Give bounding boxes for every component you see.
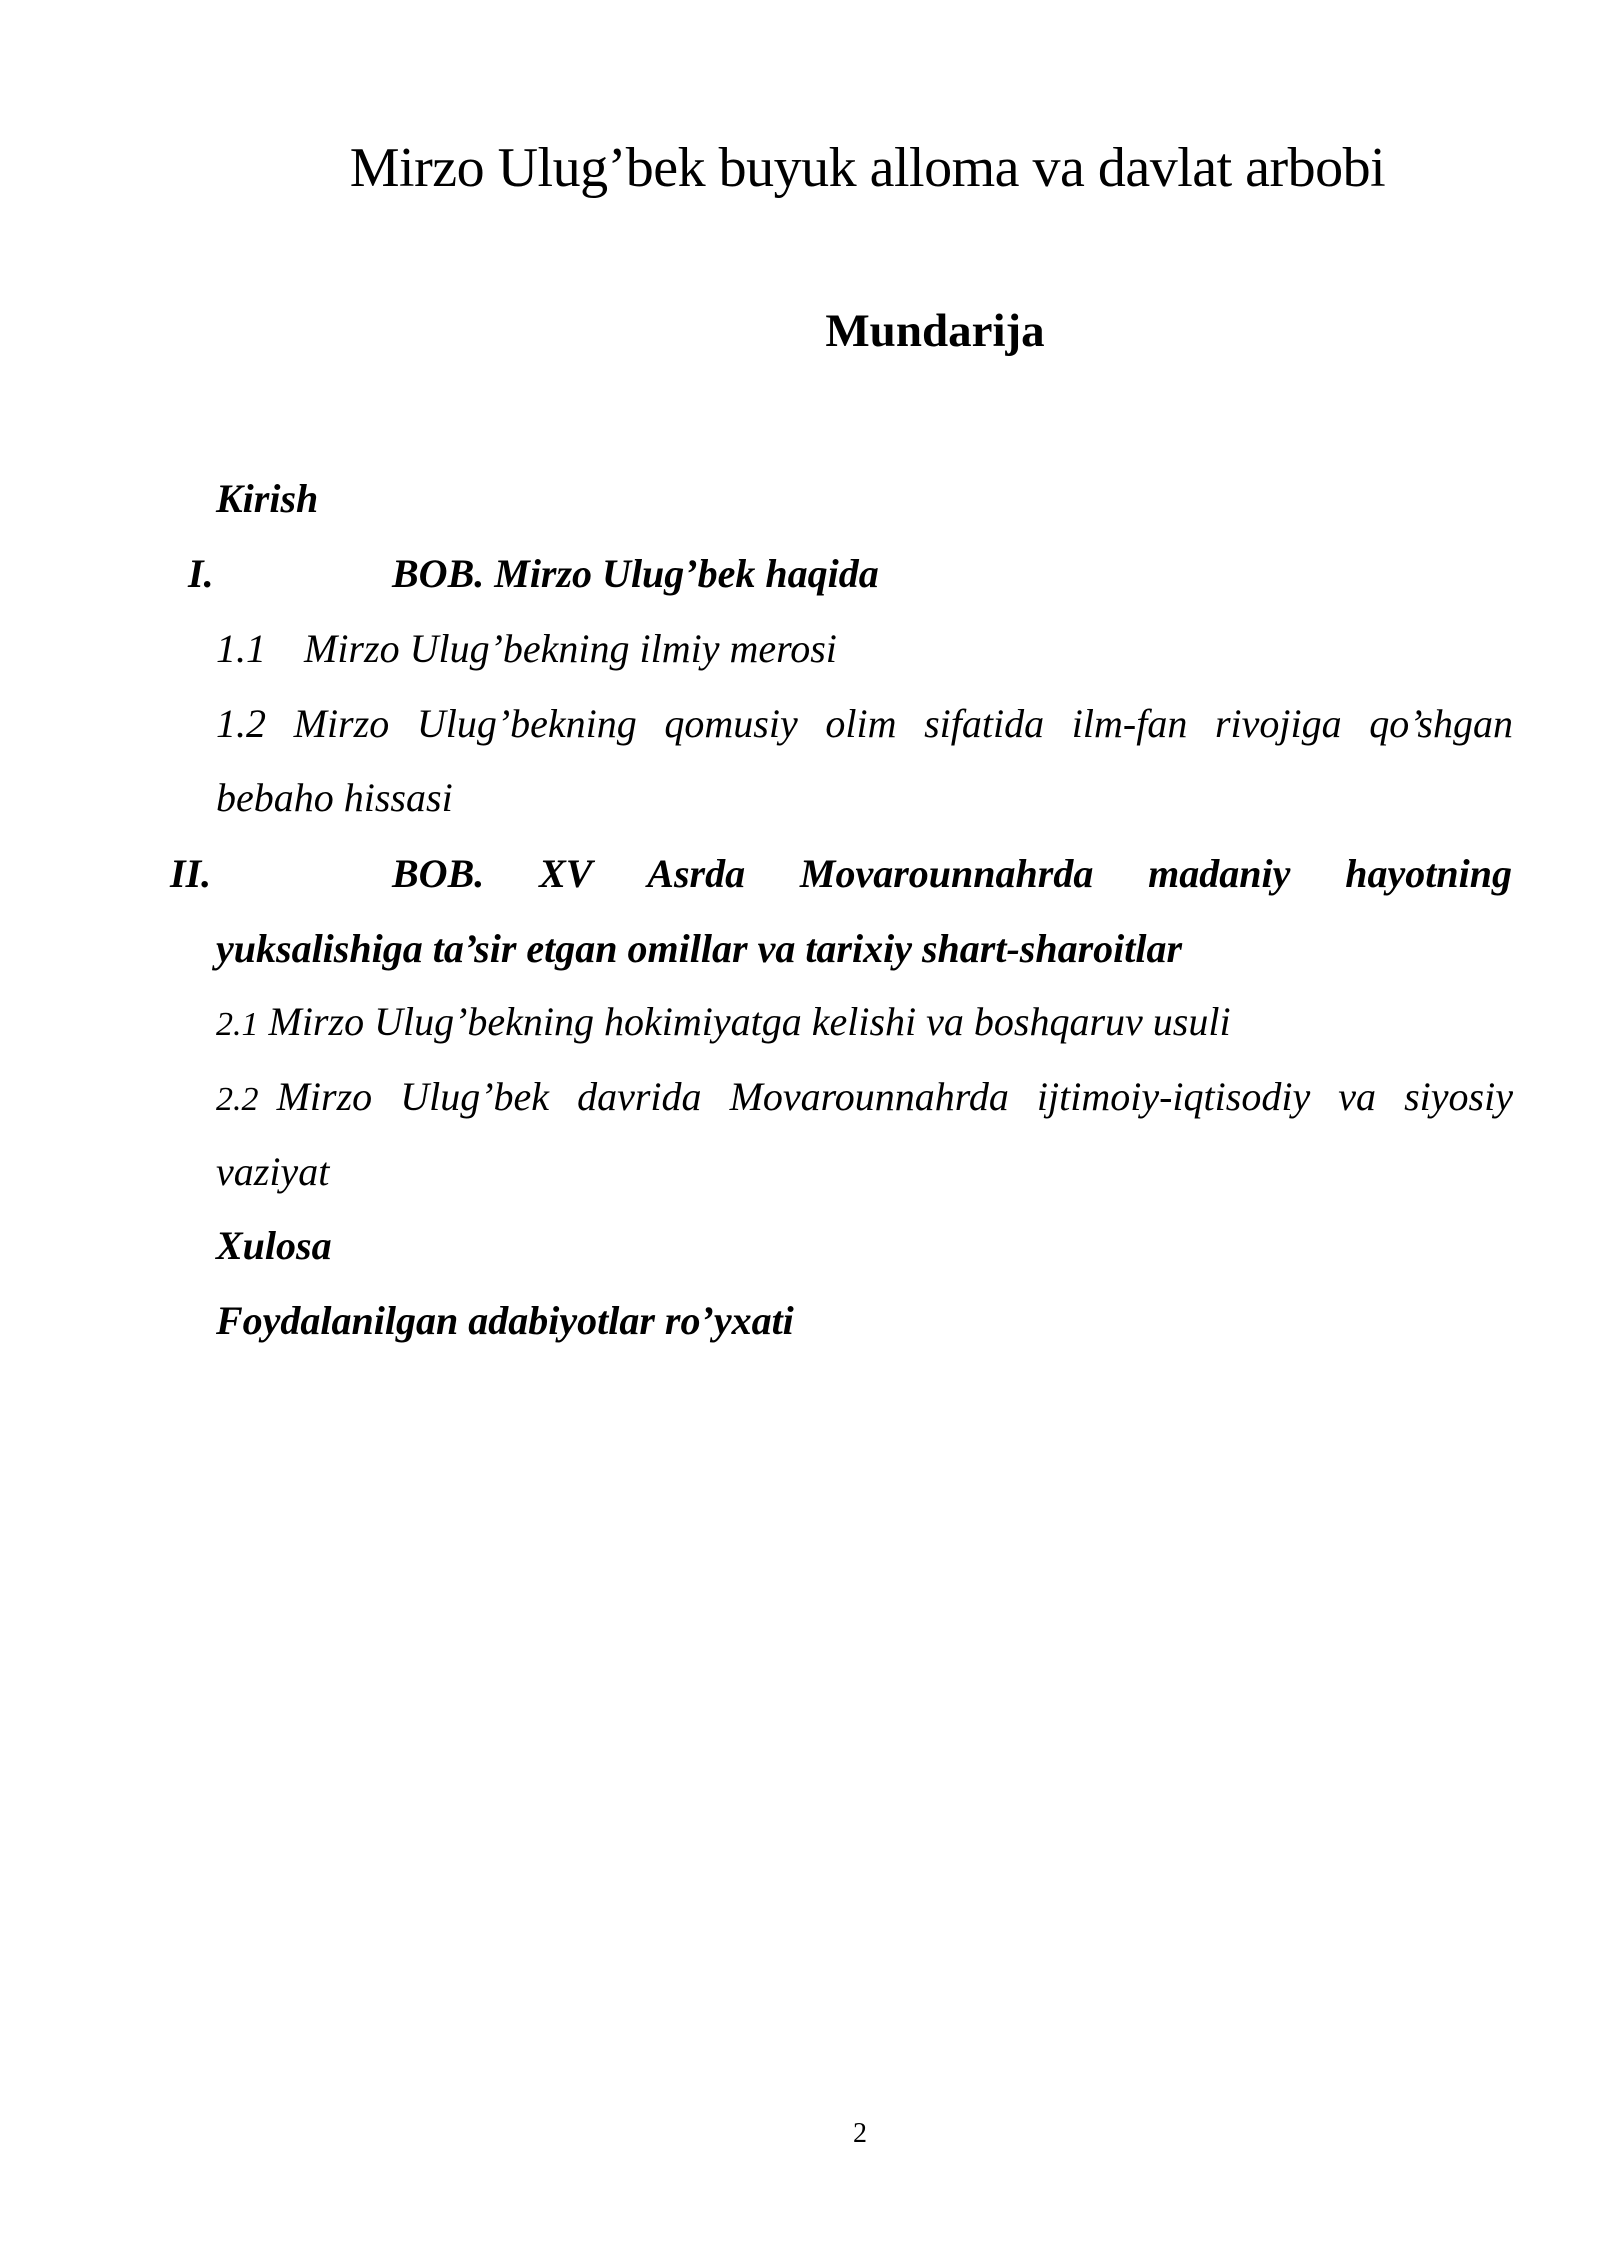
toc-item-label: Kirish bbox=[216, 476, 319, 521]
section-number: 2.1 bbox=[216, 1006, 259, 1043]
section-number: 1.2 bbox=[216, 701, 266, 746]
section-title-word: Mirzo bbox=[276, 1074, 373, 1119]
chapter-title-word: BOB. bbox=[392, 851, 485, 896]
chapter-title-continued: yuksalishiga ta’sir etgan omillar va tarixiy shart-sharoitlar bbox=[216, 926, 1183, 971]
toc-item-references[interactable] bbox=[216, 1297, 794, 1345]
section-title-continued: vaziyat bbox=[216, 1149, 330, 1194]
section-title-continued: bebaho hissasi bbox=[216, 775, 453, 820]
toc-heading: Mundarija bbox=[825, 305, 1045, 357]
section-title-word: Movarounnahrda bbox=[729, 1074, 1009, 1119]
toc-section-2-1[interactable] bbox=[216, 998, 1231, 1049]
toc-item-conclusion[interactable] bbox=[216, 1222, 332, 1270]
toc-chapter-2[interactable] bbox=[392, 850, 1512, 898]
section-title-word: Mirzo bbox=[293, 701, 390, 746]
section-title-word: rivojiga bbox=[1214, 701, 1342, 746]
toc-chapter-2-continued[interactable] bbox=[216, 925, 1182, 973]
section-title-word: Ulug’bekning bbox=[416, 701, 637, 746]
toc-section-2-2[interactable] bbox=[216, 1073, 1513, 1124]
chapter-title-word: Asrda bbox=[647, 851, 746, 896]
section-number: 2.2 bbox=[216, 1081, 259, 1118]
toc-chapter-1[interactable] bbox=[392, 550, 879, 598]
toc-item-label: Xulosa bbox=[216, 1223, 332, 1268]
toc-section-1-2-continued[interactable] bbox=[216, 774, 453, 822]
toc-item-label: Foydalanilgan adabiyotlar ro’yxati bbox=[216, 1298, 794, 1343]
chapter-title-word: XV bbox=[539, 851, 593, 896]
chapter-title-word: madaniy bbox=[1148, 851, 1291, 896]
section-title-word: olim bbox=[825, 701, 897, 746]
document-title: Mirzo Ulug’bek buyuk alloma va davlat arbobi bbox=[349, 137, 1386, 199]
chapter-numeral: II. bbox=[170, 851, 212, 896]
toc-section-1-1[interactable] bbox=[216, 625, 837, 673]
toc-section-2-2-continued[interactable] bbox=[216, 1148, 329, 1196]
toc-section-1-2[interactable] bbox=[216, 700, 1513, 748]
chapter-numeral: I. bbox=[188, 551, 214, 596]
page-number: 2 bbox=[853, 2118, 867, 2149]
chapter-title: BOB. Mirzo Ulug’bek haqida bbox=[392, 551, 879, 596]
toc-chapter-2-numeral bbox=[170, 850, 211, 898]
toc-chapter-1-numeral bbox=[188, 550, 214, 598]
section-number: 1.1 bbox=[216, 626, 266, 671]
section-title-word: va bbox=[1338, 1074, 1377, 1119]
toc-item-intro[interactable] bbox=[216, 475, 318, 523]
section-title-word: Ulug’bek bbox=[400, 1074, 550, 1119]
section-title-word: qomusiy bbox=[664, 701, 798, 746]
section-title-word: qo’shgan bbox=[1369, 701, 1513, 746]
section-title: Mirzo Ulug’bekning hokimiyatga kelishi va boshqaruv usuli bbox=[268, 999, 1231, 1044]
section-title-word: siyosiy bbox=[1404, 1074, 1513, 1119]
section-title-word: sifatida bbox=[924, 701, 1045, 746]
chapter-title-word: Movarounnahrda bbox=[799, 851, 1094, 896]
section-title-word: davrida bbox=[577, 1074, 702, 1119]
section-title: Mirzo Ulug’bekning ilmiy merosi bbox=[304, 626, 837, 671]
chapter-title-word: hayotning bbox=[1345, 851, 1512, 896]
section-title-word: ilm-fan bbox=[1071, 701, 1188, 746]
section-title-word: ijtimoiy-iqtisodiy bbox=[1036, 1074, 1311, 1119]
